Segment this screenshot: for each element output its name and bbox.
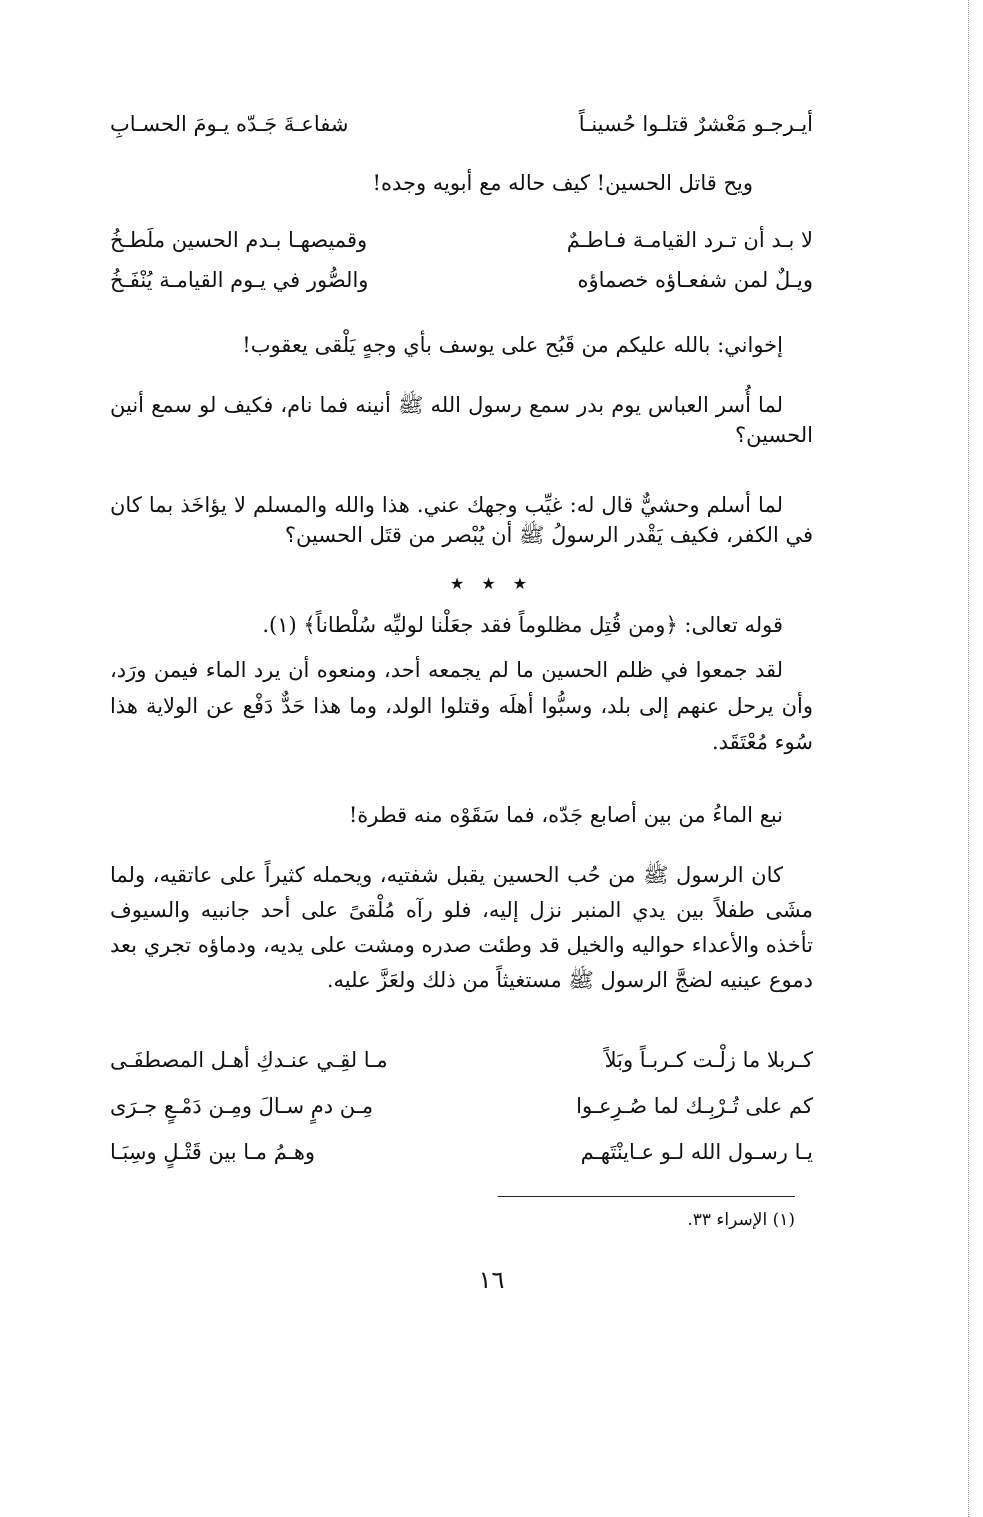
paragraph: لما أسلم وحشيٌّ قال له: غيِّب وجهك عني. هذا والله والمسلم لا يؤاخَذ بما كان في الكفر، فكيف يَقْدر الرسولُ ﷺ أن يُبْصر من قتَل الحسين؟ [110,493,813,547]
paragraph: لما أُسر العباس يوم بدر سمع رسول الله ﷺ أنينه فما نام، فكيف لو سمع أنين الحسين؟ [110,393,813,447]
verse-right-hemistich: يـا رسـول الله لـو عـاينْتَهـم [580,1140,813,1164]
paragraph-6-block [110,800,813,830]
paragraph-4-block [110,610,813,640]
verse-line-1 [110,112,813,136]
footnote-separator-rule [498,1196,795,1197]
verse-line-4 [110,1048,813,1072]
verse-line-5 [110,1094,813,1118]
verse-line-3 [110,268,813,292]
verse-right-hemistich: كم على تُـرْبِـك لما صُـرِعـوا [576,1094,813,1118]
paragraph: لقد جمعوا في ظلم الحسين ما لم يجمعه أحد، ومنعوه أن يرد الماء فيمن ورَد، وأن يرحل عنهم إلى بلد، وسبُّوا أهلَه وقتلوا الولد، وما هذا حَدٌّ دَفْع عن الولاية هذا سُوء مُعْتَقَد. [110,658,813,754]
section-separator-stars: ★ ★ ★ [449,574,534,593]
paragraph: قوله تعالى: ﴿ومن قُتِل مظلوماً فقد جعَلْنا لوليِّه سُلْطاناً﴾ (١). [262,613,783,637]
text-after-verse [110,168,813,198]
paragraph-7-block [110,858,813,998]
verse-left-hemistich: وهـمُ مـا بين قَتْـلٍ وسِبَـا [110,1140,316,1164]
verse-line-6 [110,1140,813,1164]
paragraph: كان الرسول ﷺ من حُب الحسين يقبل شفتيه، ويحمله كثيراً على عاتقيه، ولما مشَى طفلاً بين يدي المنبر نزل إليه، فلو رآه مُلْقىً على أحد جانبيه والسيوف تأخذه والأعداء حواليه والخيل قد وطئت صدره ومشت على يديه، ودماؤه تجري بعد دموع عينيه لضجَّ الرسول ﷺ مستغيثاً من ذلك ولعَزَّ عليه. [110,863,813,992]
verse-left-hemistich: والصُّور في يـوم القيامـة يُنْفَـخُ [110,268,369,292]
page-number: ١٦ [478,1266,505,1294]
paragraph-2-block [110,390,813,450]
verse-right-hemistich: كـربلا ما زلْـت كـربـاً وبَلاً [604,1048,813,1072]
footnote: (١) الإسراء ٣٣. [687,1210,795,1230]
verse-left-hemistich: مِـن دمٍ سـالَ ومِـن دَمْـعٍ جـرَى [110,1094,374,1118]
verse-line-2 [110,228,813,252]
verse-left-hemistich: وقميصهـا بـدم الحسين ملَطـخُ [110,228,368,252]
verse-left-hemistich: شفاعـةَ جَـدّه يـومَ الحسـابِ [110,112,349,136]
paragraph: إخواني: بالله عليكم من قَبُح على يوسف بأي وجهٍ يَلْقى يعقوب! [242,333,783,357]
verse-right-hemistich: أيـرجـو مَعْشرٌ قتلـوا حُسينـاً [578,112,813,136]
paragraph-1-block [110,330,813,360]
paragraph-3-block [110,490,813,550]
paragraph: نبع الماءُ من بين أصابع جَدّه، فما سَقَوْه منه قطرة! [348,803,783,827]
paragraph-5-block [110,652,813,760]
verse-right-hemistich: ويـلٌ لمن شفعـاؤه خصماؤه [577,268,813,292]
verse-right-hemistich: لا بـد أن تـرد القيامـة فـاطـمٌ [566,228,813,252]
verse-left-hemistich: مـا لقِـي عنـدكِ أهـل المصطفَـى [110,1048,388,1072]
paragraph: ويح قاتل الحسين! كيف حاله مع أبويه وجده! [372,171,753,195]
